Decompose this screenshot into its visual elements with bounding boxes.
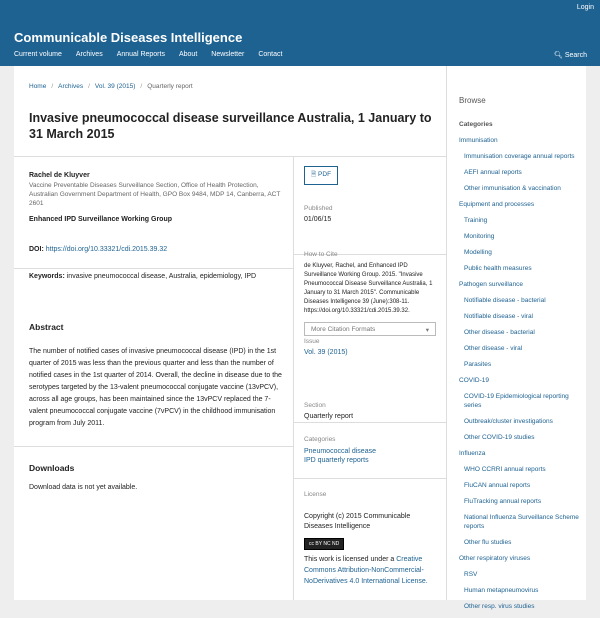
search-label: Search [564,52,587,59]
sidebar-subcategory[interactable]: Human metapneumovirus [464,587,539,594]
breadcrumb-current: Quarterly report [147,83,193,90]
sidebar-subcategory[interactable]: Parasites [464,361,492,368]
sidebar-category[interactable]: Equipment and processes [459,201,535,208]
nav-annual-reports[interactable]: Annual Reports [116,51,165,58]
sidebar-category[interactable]: Pathogen surveillance [459,281,523,288]
published-block [304,205,436,223]
keywords-label: Keywords: [29,273,65,280]
keywords-value: invasive pneumococcal disease, Australia, epidemiology, IPD [66,273,257,280]
category-link[interactable]: IPD quarterly reports [304,457,369,464]
category-link[interactable]: Pneumococcal disease [304,448,376,455]
cite-block [304,251,436,336]
breadcrumb [29,83,193,90]
nav-archives[interactable]: Archives [75,51,103,58]
divider [14,446,293,447]
divider [14,268,293,269]
issue-label: Issue [304,338,320,345]
sidebar-subcategory[interactable]: Notifiable disease - bacterial [464,297,546,304]
article-main [29,172,284,280]
sidebar-subcategory[interactable]: National Influenza Surveillance Scheme reports [464,514,579,530]
downloads-heading: Downloads [29,463,75,473]
doi [29,246,284,253]
sidebar-subcategory[interactable]: Monitoring [464,233,495,240]
license-prefix: This work is licensed under a [304,556,397,563]
site-title[interactable]: Communicable Diseases Intelligence [14,30,243,45]
nav-about[interactable]: About [178,51,198,58]
sidebar-subcategory[interactable]: Public health measures [464,265,532,272]
cc-license-badge[interactable]: cc BY NC ND [304,538,344,550]
sidebar-category[interactable]: COVID-19 [459,377,489,384]
downloads-section [29,463,284,491]
citation-formats-dropdown[interactable] [304,322,436,336]
chevron-down-icon: ▾ [425,327,429,334]
file-icon: 🗎︎ [311,171,317,178]
issue-link[interactable]: Vol. 39 (2015) [304,349,348,356]
divider [14,156,446,157]
sidebar-category[interactable]: Other respiratory viruses [459,555,531,562]
sidebar-subcategory[interactable]: AEFI annual reports [464,169,522,176]
sidebar-subcategory[interactable]: Notifiable disease - viral [464,313,534,320]
divider [293,422,446,423]
keywords [29,273,284,280]
breadcrumb-home[interactable]: Home [29,83,47,90]
nav-current-volume[interactable]: Current volume [14,51,62,58]
issue-block [304,338,436,356]
downloads-text: Download data is not yet available. [29,484,138,491]
license-label: License [304,491,327,498]
sidebar-subcategory[interactable]: Other COVID-19 studies [464,434,535,441]
published-date: 01/06/15 [304,216,332,223]
sidebar-subcategory[interactable]: WHO CCRRI annual reports [464,466,546,473]
breadcrumb-volume[interactable]: Vol. 39 (2015) [94,83,136,90]
article-details [304,166,436,185]
author-affiliation: Vaccine Preventable Diseases Surveillance Section, Office of Health Protection, Australian Government Department of Health, GPO Box 9484, MDP 14, Canberra, ACT 2601 [29,182,281,207]
main-nav [14,51,296,58]
sidebar-subcategory[interactable]: RSV [464,571,478,578]
author-name: Rachel de Kluyver [29,172,90,179]
category-list [459,120,587,618]
author-group: Enhanced IPD Surveillance Working Group [29,216,173,223]
sidebar [446,66,586,610]
column-divider [293,156,294,600]
breadcrumb-separator: / [88,83,90,90]
abstract-text: The number of notified cases of invasive pneumococcal disease (IPD) in the 1st quarter of 2015 was less than the previous quarter and less than the number of notified cases in the 1st quarter of 2014. Overall, the decline in disease due to the serotypes targeted by the 13-valent pneumococcal conjugate vaccine (13vPCV), across all age groups, has been maintained since the 13vPCV replaced the 7-valent pneumococcal conjugate vaccine (7vPCV) in the childhood immunisation program from July 2011. [29,348,282,427]
sidebar-subcategory[interactable]: FluCAN annual reports [464,482,531,489]
search-link[interactable] [554,51,587,59]
cite-label: How to Cite [304,251,338,258]
sidebar-subcategory[interactable]: Other immunisation & vaccination [464,185,561,192]
copyright-text: Copyright (c) 2015 Communicable Diseases Intelligence [304,513,411,530]
sidebar-subcategory[interactable]: Training [464,217,488,224]
pdf-button[interactable] [304,166,338,185]
sidebar-subcategory[interactable]: COVID-19 Epidemiological reporting series [464,393,569,409]
license-block [304,491,436,587]
article-page [14,66,446,600]
sidebar-category[interactable]: Influenza [459,450,486,457]
categories-label: Categories [304,436,336,443]
breadcrumb-separator: / [140,83,143,90]
article-title: Invasive pneumococcal disease surveillance Australia, 1 January to 31 March 2015 [29,111,432,141]
site-header [0,0,600,66]
categories-heading: Categories [459,121,493,128]
sidebar-subcategory[interactable]: Modelling [464,249,492,256]
citation-formats-label: More Citation Formats [311,326,376,333]
doi-link[interactable]: https://doi.org/10.33321/cdi.2015.39.32 [45,246,168,253]
categories-block [304,436,436,465]
sidebar-subcategory[interactable]: Outbreak/cluster investigations [464,418,553,425]
pdf-label: PDF [318,171,332,178]
sidebar-category[interactable]: Immunisation [459,137,498,144]
login-link[interactable]: Login [576,4,594,11]
sidebar-subcategory[interactable]: FluTracking annual reports [464,498,542,505]
sidebar-subcategory[interactable]: Other resp. virus studies [464,603,535,610]
abstract-section [29,322,284,430]
section-value: Quarterly report [304,413,354,420]
license-link[interactable]: Creative Commons Attribution-NonCommercial-NoDerivatives 4.0 International License. [304,556,428,585]
sidebar-subcategory[interactable]: Other disease - viral [464,345,523,352]
divider [293,478,446,479]
license-text [304,554,436,587]
sidebar-heading: Browse [459,96,486,105]
abstract-heading: Abstract [29,322,64,332]
section-block [304,402,436,420]
citation-text: de Kluyver, Rachel, and Enhanced IPD Surveillance Working Group. 2015. "Invasive Pneumococcal Disease Surveillance Australia, 1 January to 31 March 2015". Communicable Diseases Intelligence 39 (June):308-11. https://doi.org/10.33321/cdi.2015.39.32. [304,263,433,314]
nav-newsletter[interactable]: Newsletter [211,51,245,58]
nav-contact[interactable]: Contact [258,51,283,58]
sidebar-subcategory[interactable]: Other flu studies [464,539,512,546]
sidebar-subcategory[interactable]: Immunisation coverage annual reports [464,153,575,160]
published-label: Published [304,205,333,212]
section-label: Section [304,402,326,409]
breadcrumb-archives[interactable]: Archives [58,83,84,90]
search-icon: 🔍︎ [553,52,563,59]
breadcrumb-separator: / [51,83,54,90]
sidebar-subcategory[interactable]: Other disease - bacterial [464,329,535,336]
doi-label: DOI: [29,246,44,253]
